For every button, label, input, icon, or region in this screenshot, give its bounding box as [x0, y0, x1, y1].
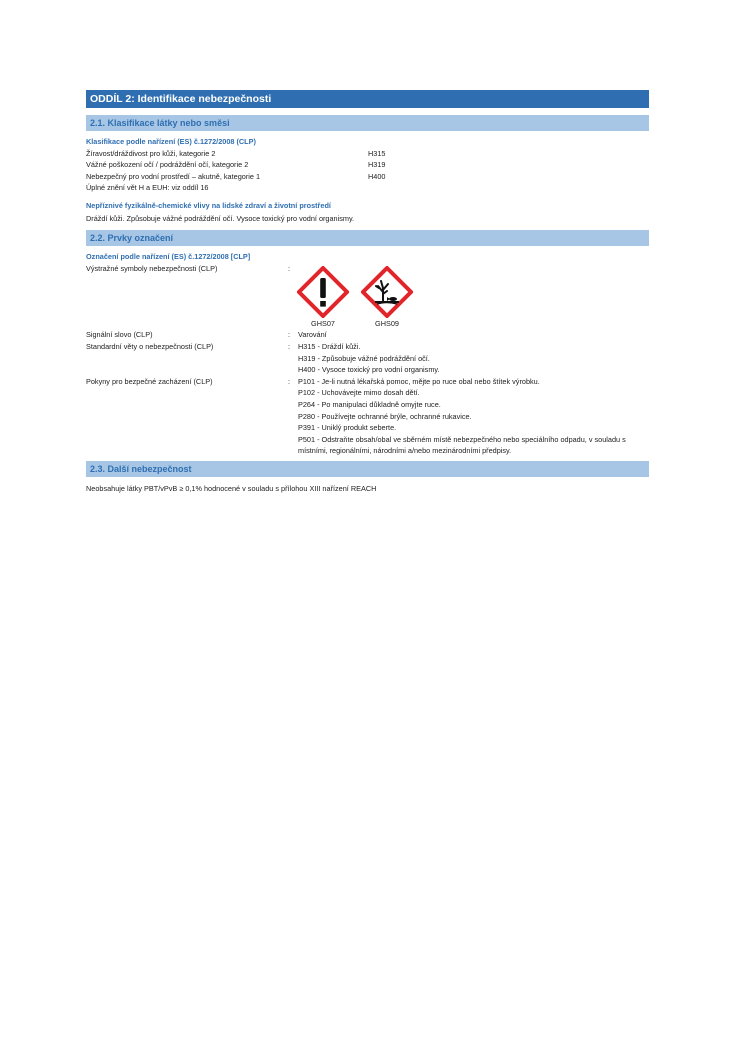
pictograms-row: Výstražné symboly nebezpečnosti (CLP) : GHS07 GHS09: [86, 263, 649, 330]
classification-row: [86, 159, 649, 171]
precautionary-statement: P391 - Uniklý produkt seberte.: [298, 423, 397, 433]
classification-heading: Klasifikace podle nařízení (ES) č.1272/2008 (CLP): [86, 137, 256, 146]
labelling-heading: Označení podle nařízení (ES) č.1272/2008 [CLP]: [86, 252, 251, 262]
precautionary-statement: P101 - Je-li nutná lékařská pomoc, mějte po ruce obal nebo štítek výrobku.: [298, 376, 540, 386]
classification-label: Žíravost/dráždivost pro kůži, kategorie 2: [86, 148, 216, 158]
subsection-2-1-title: 2.1. Klasifikace látky nebo směsi: [86, 115, 649, 131]
pictogram-list: [296, 266, 649, 330]
full-text-note: Úplné znění vět H a EUH: viz oddíl 16: [86, 183, 209, 193]
classification-row: [86, 171, 649, 183]
other-hazards-text: Neobsahuje látky PBT/vPvB ≥ 0,1% hodnocené v souladu s přílohou XIII nařízení REACH: [86, 483, 377, 493]
classification-list: [86, 148, 649, 183]
exclamation-mark-icon: [297, 266, 349, 318]
classification-row: [86, 148, 649, 160]
subsection-2-2-title: 2.2. Prvky označení: [86, 230, 649, 246]
precautionary-statements-label: Pokyny pro bezpečné zacházení (CLP): [86, 376, 213, 386]
hazard-statement: H400 - Vysoce toxický pro vodní organismy.: [298, 365, 440, 375]
signal-word-label: Signální slovo (CLP): [86, 330, 153, 340]
sds-section-2: [86, 90, 649, 494]
classification-label: Nebezpečný pro vodní prostředí – akutně, kategorie 1: [86, 171, 261, 181]
signal-word-value: Varování: [298, 330, 327, 340]
precautionary-statements-row: Pokyny pro bezpečné zacházení (CLP) : P101 - Je-li nutná lékařská pomoc, mějte po ruce obal nebo štítek výrobku. P102 - Uchovávejte mimo dosah dětí. P264 - Po manipulaci důkladně omyjte ruce. P280 - Používejte ochranné brýle, ochranné rukavice. P391 - Uniklý produkt seberte. P501 - Odstraňte obsah/obal ve sběrném místě nebezpečného nebo speciálního odpadu, v souladu s místními, regionálními, národními a/nebo mezinárodními předpisy.: [86, 376, 649, 457]
precautionary-statement: P501 - Odstraňte obsah/obal ve sběrném místě nebezpečného nebo speciálního odpadu, v souladu s místními, regionálními, národními a/nebo mezinárodními předpisy.: [298, 434, 626, 456]
hazard-code: H315: [368, 148, 386, 158]
pictograms-label: Výstražné symboly nebezpečnosti (CLP): [86, 263, 218, 273]
precautionary-statement: P280 - Používejte ochranné brýle, ochranné rukavice.: [298, 411, 472, 421]
hazard-code: H400: [368, 171, 386, 181]
hazard-code: H319: [368, 160, 386, 170]
hazard-statements-list: [298, 341, 649, 376]
hazard-statements-label: Standardní věty o nebezpečnosti (CLP): [86, 341, 214, 351]
environment-icon: [361, 266, 413, 318]
pictogram-ghs07: [296, 266, 350, 330]
hazard-statement: H315 - Dráždí kůži.: [298, 341, 361, 351]
effects-heading: Nepříznivé fyzikálně-chemické vlivy na lidské zdraví a životní prostředí: [86, 200, 331, 210]
classification-label: Vážné poškození očí / podráždění očí, kategorie 2: [86, 160, 249, 170]
precautionary-statements-list: [298, 376, 649, 457]
pictogram-ghs09: [360, 266, 414, 330]
precautionary-statement: P264 - Po manipulaci důkladně omyjte ruce.: [298, 399, 441, 409]
effects-text: Dráždí kůži. Způsobuje vážné podráždění očí. Vysoce toxický pro vodní organismy.: [86, 213, 355, 223]
hazard-statement: H319 - Způsobuje vážné podráždění očí.: [298, 353, 430, 363]
pictogram-code: GHS09: [375, 318, 399, 328]
signal-word-row: Signální slovo (CLP) : Varování: [86, 329, 649, 341]
section-title: ODDÍL 2: Identifikace nebezpečnosti: [86, 90, 649, 108]
precautionary-statement: P102 - Uchovávejte mimo dosah dětí.: [298, 388, 420, 398]
subsection-2-3-title: 2.3. Další nebezpečnost: [86, 461, 649, 477]
hazard-statements-row: Standardní věty o nebezpečnosti (CLP) : H315 - Dráždí kůži. H319 - Způsobuje vážné podráždění očí. H400 - Vysoce toxický pro vodní organismy.: [86, 341, 649, 376]
pictogram-code: GHS07: [311, 318, 335, 328]
